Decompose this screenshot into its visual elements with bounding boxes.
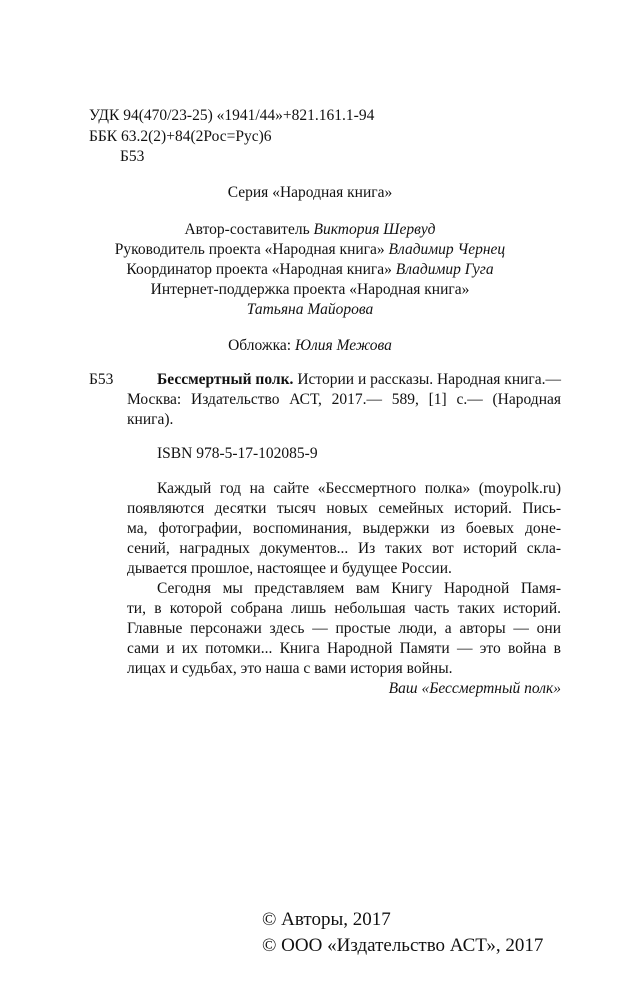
series-line: Серия «Народная книга» (227, 184, 393, 201)
catalog-line-3: книга). (127, 411, 174, 428)
credit-author-name: Виктория Шервуд (313, 221, 436, 238)
credit-manager-label: Руководитель проекта «Народная книга» (114, 241, 385, 258)
credit-coordinator-label: Координатор проекта «Народная книга» (126, 261, 392, 278)
credit-manager (0, 240, 620, 260)
credit-internet-label: Интернет-поддержка проекта «Народная книга» (150, 281, 470, 298)
credit-cover-label: Обложка: (228, 337, 292, 354)
credit-author (0, 220, 620, 240)
copyright-publisher: © ООО «Издательство АСТ», 2017 (262, 935, 544, 956)
annotation-line: Главные персонажи здесь — простые люди, а авторы — они (127, 620, 561, 637)
annotation-line: появляются десятки тысяч новых семейных историй. Пись- (127, 500, 561, 517)
annotation-line: ти, в которой собрана лишь небольшая часть таких историй. (127, 600, 561, 617)
bbk-code: ББК 63.2(2)+84(2Рос=Рус)6 (89, 128, 272, 145)
credit-cover-name: Юлия Межова (294, 337, 392, 354)
credit-internet-name: Татьяна Майорова (246, 301, 374, 318)
author-sign: Б53 (120, 148, 145, 165)
udk-code: УДК 94(470/23-25) «1941/44»+821.161.1-94 (89, 107, 375, 124)
annotation-line: лицах и судьбах, это наша с вами история войны. (127, 660, 453, 677)
credit-manager-name: Владимир Чернец (388, 241, 506, 258)
catalog-line-2: Москва: Издательство АСТ, 2017.— 589, [1] с.— (Народная (127, 391, 561, 408)
copyright-authors: © Авторы, 2017 (262, 909, 391, 930)
catalog-line-1-rest: Истории и рассказы. Народная книга.— (297, 371, 562, 388)
annotation-signature: Ваш «Бессмертный полк» (388, 680, 561, 697)
credit-author-label: Автор-составитель (184, 221, 310, 238)
credit-coordinator (0, 260, 620, 280)
credit-coordinator-name: Владимир Гуга (395, 261, 494, 278)
catalog-line-1 (157, 370, 561, 390)
annotation-line: Сегодня мы представляем вам Книгу Народной Памя- (157, 580, 561, 597)
credit-cover (0, 336, 620, 356)
annotation-line: дывается прошлое, настоящее и будущее России. (127, 560, 452, 577)
isbn: ISBN 978-5-17-102085-9 (157, 445, 318, 462)
annotation-line: сами и их потомки... Книга Народной Памяти — это война в (127, 640, 561, 657)
catalog-code: Б53 (89, 371, 114, 388)
catalog-title: Бессмертный полк. (157, 371, 294, 388)
annotation-line: сений, наградных документов... Из таких вот историй скла- (127, 540, 561, 557)
annotation-line: Каждый год на сайте «Бессмертного полка» (moypolk.ru) (157, 480, 561, 497)
annotation-line: ма, фотографии, воспоминания, выдержки из боевых доне- (127, 520, 561, 537)
